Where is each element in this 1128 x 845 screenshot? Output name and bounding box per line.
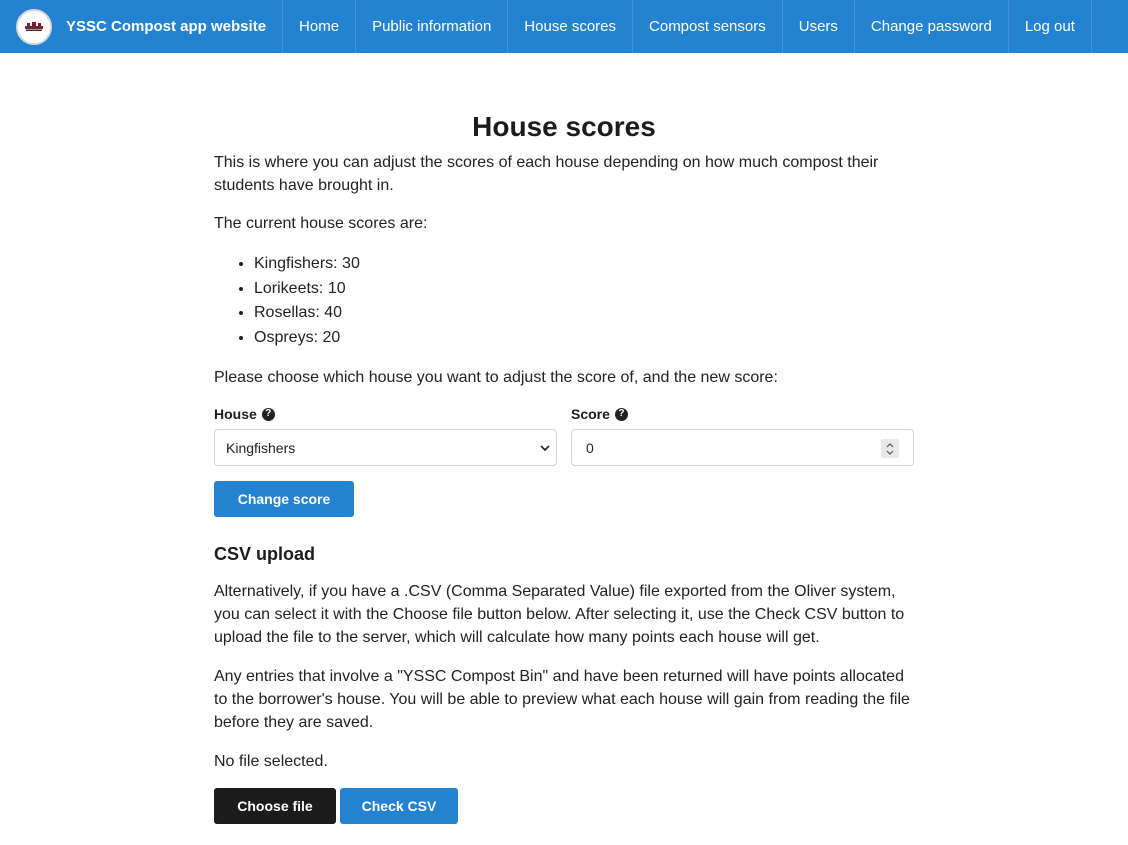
house-scores-list <box>214 252 914 350</box>
house-label <box>214 405 557 423</box>
nav-item-change-password[interactable]: Change password <box>854 0 1008 53</box>
choose-instructions: Please choose which house you want to adjust the score of, and the new score: <box>214 369 778 386</box>
list-item: • Rosellas: 40 <box>254 301 914 326</box>
page-title: House scores <box>472 111 656 142</box>
score-input[interactable] <box>571 429 914 466</box>
score-label <box>571 405 914 423</box>
list-item: • Kingfishers: 30 <box>254 252 914 277</box>
score-input-value: 0 <box>586 439 594 456</box>
house-label-text: House <box>214 406 257 422</box>
nav-item-log-out[interactable]: Log out <box>1008 0 1092 53</box>
intro-text: This is where you can adjust the scores of each house depending on how much compost their students have brought in. <box>214 154 879 194</box>
check-csv-button[interactable]: Check CSV <box>340 788 458 824</box>
house-select-value: Kingfishers <box>226 439 296 456</box>
house-group <box>214 405 557 466</box>
chevron-down-icon <box>539 442 551 454</box>
nav-item-users[interactable]: Users <box>782 0 854 53</box>
list-item: • Lorikeets: 10 <box>254 277 914 302</box>
list-item: • Ospreys: 20 <box>254 326 914 351</box>
nav-item-house-scores[interactable]: House scores <box>507 0 632 53</box>
spinner-arrows-icon[interactable] <box>881 439 899 458</box>
nav-item-home[interactable]: Home <box>282 0 355 53</box>
current-scores-label: The current house scores are: <box>214 215 428 232</box>
csv-instructions: Alternatively, if you have a .CSV (Comma Separated Value) file exported from the Oliver system, you can select it with the Choose file button below. After selecting it, use the Check CSV button to upload the file to the server, which will calculate how many points each house will get. <box>214 583 905 646</box>
score-label-text: Score <box>571 406 610 422</box>
brand-title: YSSC Compost app website <box>66 18 267 35</box>
school-logo-icon <box>16 9 52 45</box>
nav-item-public-information[interactable]: Public information <box>355 0 507 53</box>
navbar <box>0 0 1128 53</box>
nav-item-compost-sensors[interactable]: Compost sensors <box>632 0 782 53</box>
csv-upload-heading: CSV upload <box>214 544 316 564</box>
csv-details: Any entries that involve a "YSSC Compost Bin" and have been returned will have points allocated to the borrower's house. You will be able to preview what each house will gain from reading the file before they are saved. <box>214 668 910 731</box>
brand-link[interactable] <box>0 0 282 53</box>
csv-buttons <box>214 788 914 824</box>
house-select[interactable] <box>214 429 557 466</box>
question-circle-icon[interactable]: ? <box>615 408 628 421</box>
file-status: No file selected. <box>214 753 328 770</box>
choose-file-button[interactable]: Choose file <box>214 788 336 824</box>
question-circle-icon[interactable]: ? <box>262 408 275 421</box>
score-form <box>214 405 914 466</box>
nav-menu <box>282 0 1092 53</box>
change-score-button[interactable]: Change score <box>214 481 354 517</box>
main-content <box>214 109 914 824</box>
score-group <box>571 405 914 466</box>
